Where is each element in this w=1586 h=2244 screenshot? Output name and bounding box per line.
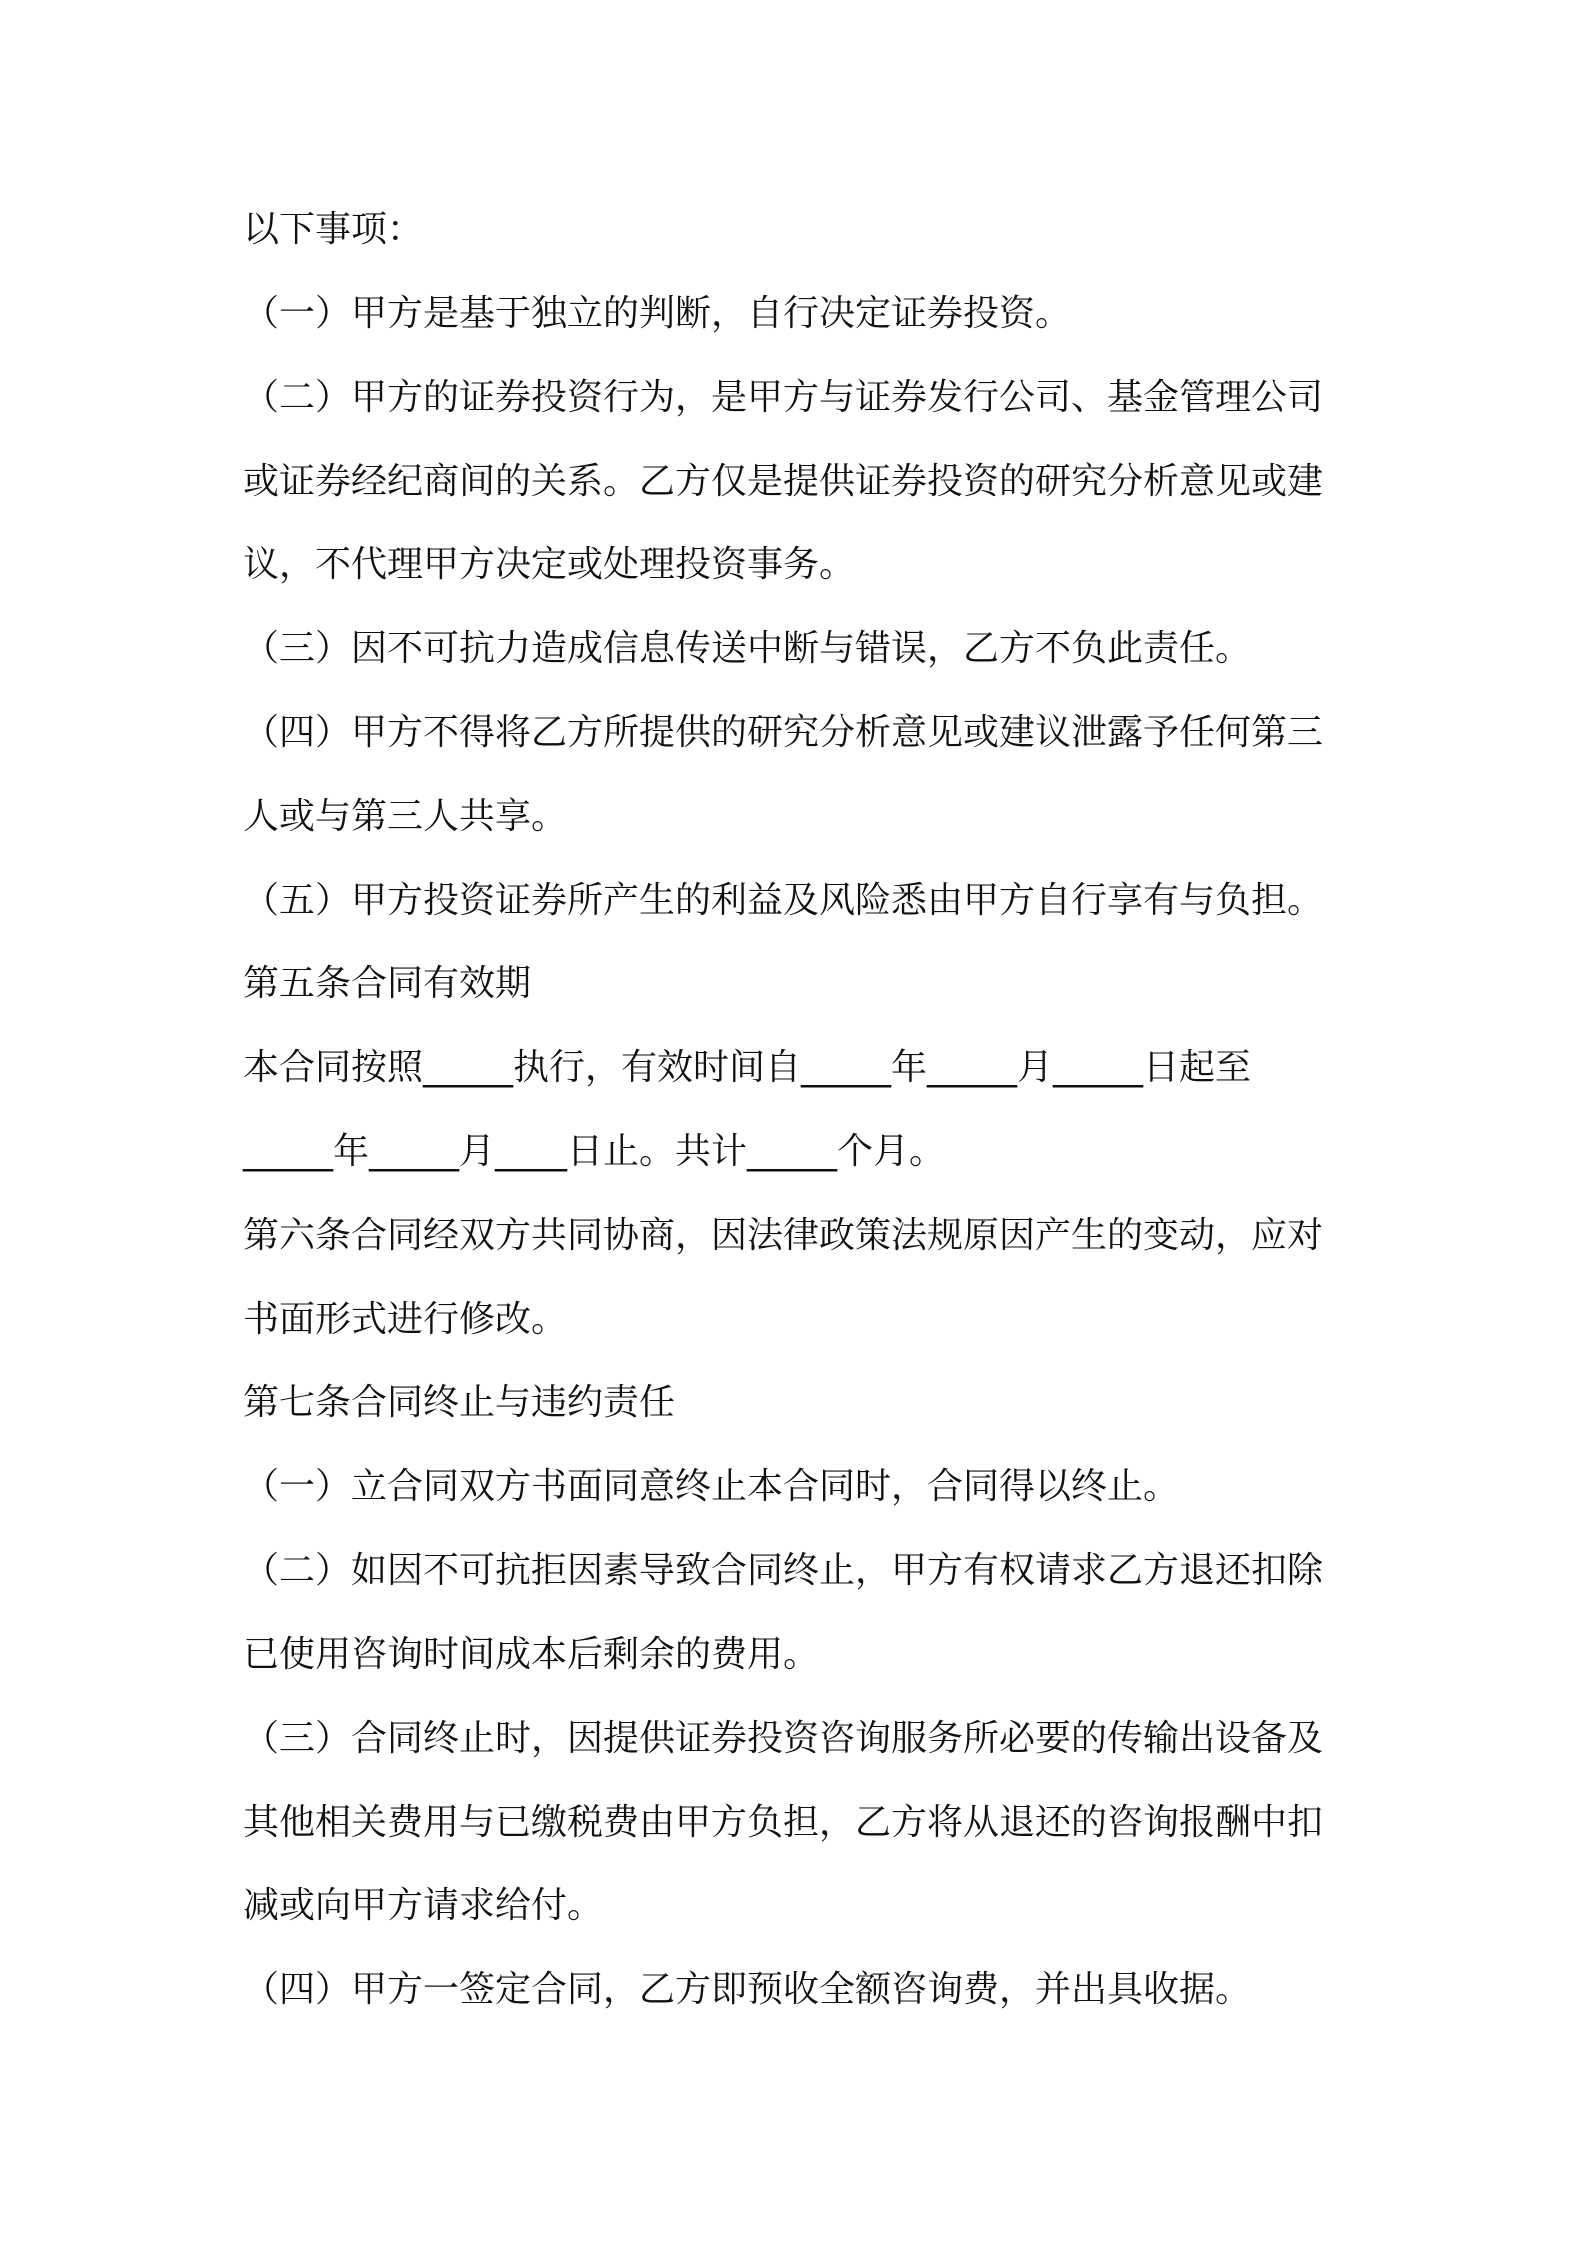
text-line: _____年_____月____日止。共计_____个月。 — [243, 1131, 946, 1172]
section-heading: 第五条合同有效期 — [243, 963, 532, 1004]
text-line: 议，不代理甲方决定或处理投资事务。 — [243, 544, 856, 585]
text-line: 已使用咨询时间成本后剩余的费用。 — [243, 1634, 820, 1675]
text-line: （五）甲方投资证券所产生的利益及风险悉由甲方自行享有与负担。 — [243, 880, 1324, 921]
section-heading: 第六条合同经双方共同协商，因法律政策法规原因产生的变动，应对 — [243, 1215, 1324, 1256]
text-line: （一）甲方是基于独立的判断，自行决定证券投资。 — [243, 293, 1072, 334]
text-line: 人或与第三人共享。 — [243, 796, 568, 837]
text-line: 以下事项： — [243, 209, 424, 250]
section-heading: 第七条合同终止与违约责任 — [243, 1382, 676, 1423]
text-line: 书面形式进行修改。 — [243, 1299, 568, 1340]
text-line: （二）甲方的证券投资行为，是甲方与证券发行公司、基金管理公司 — [243, 377, 1324, 418]
text-line: 本合同按照_____执行，有效时间自_____年_____月_____日起至 — [243, 1047, 1252, 1088]
text-line: （三）合同终止时，因提供证券投资咨询服务所必要的传输出设备及 — [243, 1718, 1324, 1759]
text-line: （四）甲方一签定合同，乙方即预收全额咨询费，并出具收据。 — [243, 1969, 1252, 2010]
text-line: （一）立合同双方书面同意终止本合同时，合同得以终止。 — [243, 1466, 1180, 1507]
text-line: （三）因不可抗力造成信息传送中断与错误，乙方不负此责任。 — [243, 628, 1252, 669]
text-line: 其他相关费用与已缴税费由甲方负担，乙方将从退还的咨询报酬中扣 — [243, 1802, 1324, 1843]
text-line: 减或向甲方请求给付。 — [243, 1885, 604, 1926]
text-line: （四）甲方不得将乙方所提供的研究分析意见或建议泄露予任何第三 — [243, 712, 1324, 753]
text-line: （二）如因不可抗拒因素导致合同终止，甲方有权请求乙方退还扣除 — [243, 1550, 1324, 1591]
text-line: 或证券经纪商间的关系。乙方仅是提供证券投资的研究分析意见或建 — [243, 461, 1324, 502]
